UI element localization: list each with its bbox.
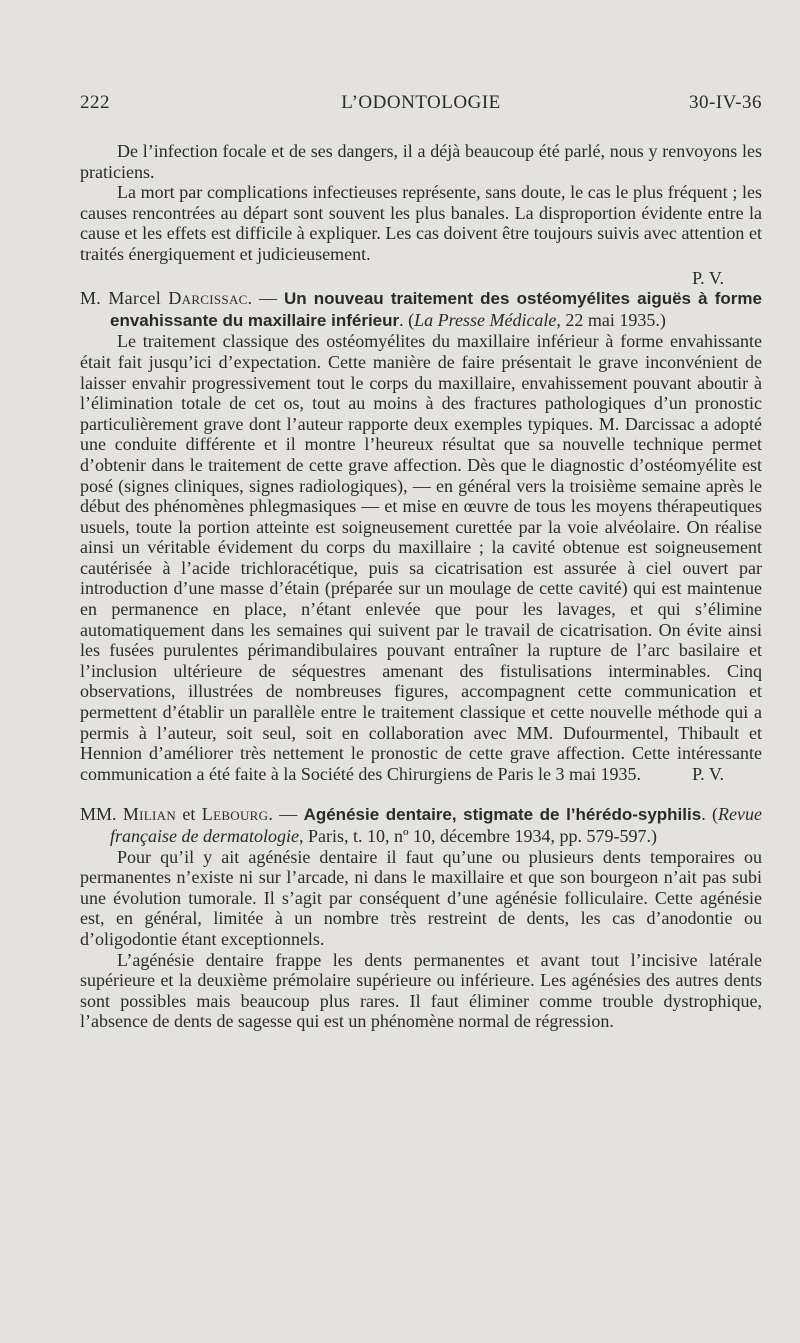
- review-1-punct: . (: [399, 309, 415, 330]
- review-2-author-2: Lebourg: [201, 804, 269, 825]
- review-1-paragraph: [80, 331, 762, 784]
- intro-paragraph-1: De l’infection focale et de ses dangers, il a déjà beaucoup été parlé, nous y renvoyons les praticiens.: [80, 141, 762, 182]
- review-1-signature: P. V.: [692, 763, 724, 784]
- issue-date: 30-IV-36: [689, 92, 762, 113]
- review-2-separator: . —: [268, 804, 304, 825]
- page-number: 222: [80, 92, 110, 113]
- review-2-heading: [80, 804, 762, 846]
- review-1-text: Le traitement classique des ostéomyélites du maxillaire inférieur à forme envahissante était fait jusqu’ici d’expectation. Cette manière de faire présentait le grave inconvénient de laisser envahir progressivement tout le corps du maxillaire, envahissement pouvant aboutir à l’élimination totale de cet os, tout au moins à des fractures pathologiques d’un pronostic particulièrement grave dont l’auteur rapporte deux exemples typiques. M. Darcissac a adopté une conduite différente et il montre l’heureux résultat que sa nouvelle technique permet d’obtenir dans le traitement de cette grave affection. Dès que le diagnostic d’ostéomyélite est posé (signes cliniques, signes radiologiques), — en général vers la troisième semaine après le début des phénomènes phlegmasiques — et mise en œuvre de tous les moyens thérapeutiques usuels, toute la portion atteinte est soigneusement curettée par la voie alvéolaire. On réalise ainsi un véritable évidement du corps du maxillaire ; la cavité obtenue est soigneusement cautérisée à l’acide trichloracétique, puis sa cicatrisation est assurée à ciel ouvert par introduction d’une masse d’étain (préparée sur un moulage de cette cavité) qui est maintenue en permanence en place, n’étant enlevée que pour les lavages, et qui s’élimine automatiquement dans les semaines qui suivent par le travail de cicatrisation. On évite ainsi les fusées purulentes périmandibulaires pouvant entraîner la rupture de l’arc basilaire et l’inclusion ultérieure de séquestres amenant des fistulisations interminables. Cinq observations, illustrées de nombreuses figures, accompagnent cette communication et permettent d’établir un parallèle entre le traitement classique et cette nouvelle méthode qui a permis à l’auteur, soit seul, soit en collaboration avec MM. Dufourmentel, Thibault et Hennion d’améliorer très nettement le pronostic de cette grave affection. Cette intéressante communication a été faite à la Société des Chirurgiens de Paris le 3 mai 1935.: [80, 331, 762, 784]
- review-1-separator: . —: [247, 288, 284, 309]
- review-2-and: et: [176, 804, 202, 825]
- review-2-source: Revue française de dermatologie: [110, 804, 763, 846]
- review-1-author-name: Darcissac: [168, 288, 248, 309]
- review-2-author-1: Milian: [122, 804, 177, 825]
- review-2-paragraph-2: L’agénésie dentaire frappe les dents permanentes et avant tout l’incisive latérale supérieure et la deuxième prémolaire supérieure ou inférieure. Les agénésies des autres dents sont possibles mais beaucoup plus rares. Il faut éliminer comme trouble dystrophique, l’absence de dents de sagesse qui est un phénomène normal de régression.: [80, 949, 762, 1032]
- review-1-author-prefix: M. Marcel: [80, 288, 169, 309]
- intro-signature: P. V.: [692, 267, 724, 288]
- review-1-source: La Presse Médicale: [414, 309, 557, 330]
- page-body: [80, 141, 762, 1032]
- review-1-heading: [80, 288, 762, 331]
- intro-paragraph-2: La mort par complications infectieuses représente, sans doute, le cas le plus fréquent ; les causes rencontrées au départ sont souvent les plus banales. La disproportion évidente entre la cause et les effets est difficile à expliquer. Les cas doivent être toujours suivis avec attention et traités énergiquement et judicieusement.: [80, 182, 762, 264]
- journal-title: L’ODONTOLOGIE: [341, 92, 501, 113]
- review-2-paragraph-1: Pour qu’il y ait agénésie dentaire il faut qu’une ou plusieurs dents temporaires ou permanentes n’existe ni sur l’arcade, ni dans le maxillaire et que son bourgeon n’ait pas subi une évolution tumorale. Il s’agit par conséquent d’une agénésie folliculaire. Cette agénésie est, en général, limitée à un nombre très restreint de dents, les cas d’anodontie ou d’oligodontie étant exceptionnels.: [80, 846, 762, 949]
- review-2-author-prefix: MM.: [80, 804, 123, 825]
- running-header: [80, 92, 762, 116]
- review-1-source-details: , 22 mai 1935.): [556, 309, 666, 330]
- review-2-punct: . (: [701, 804, 719, 825]
- review-2-source-details: , Paris, t. 10, nº 10, décembre 1934, pp. 579-597.): [298, 826, 657, 846]
- review-2-title: Agénésie dentaire, stigmate de l’hérédo-syphilis: [303, 805, 702, 825]
- review-1-title: Un nouveau traitement des ostéomyélites aiguës à forme envahissante du maxillaire inférieur: [110, 289, 762, 330]
